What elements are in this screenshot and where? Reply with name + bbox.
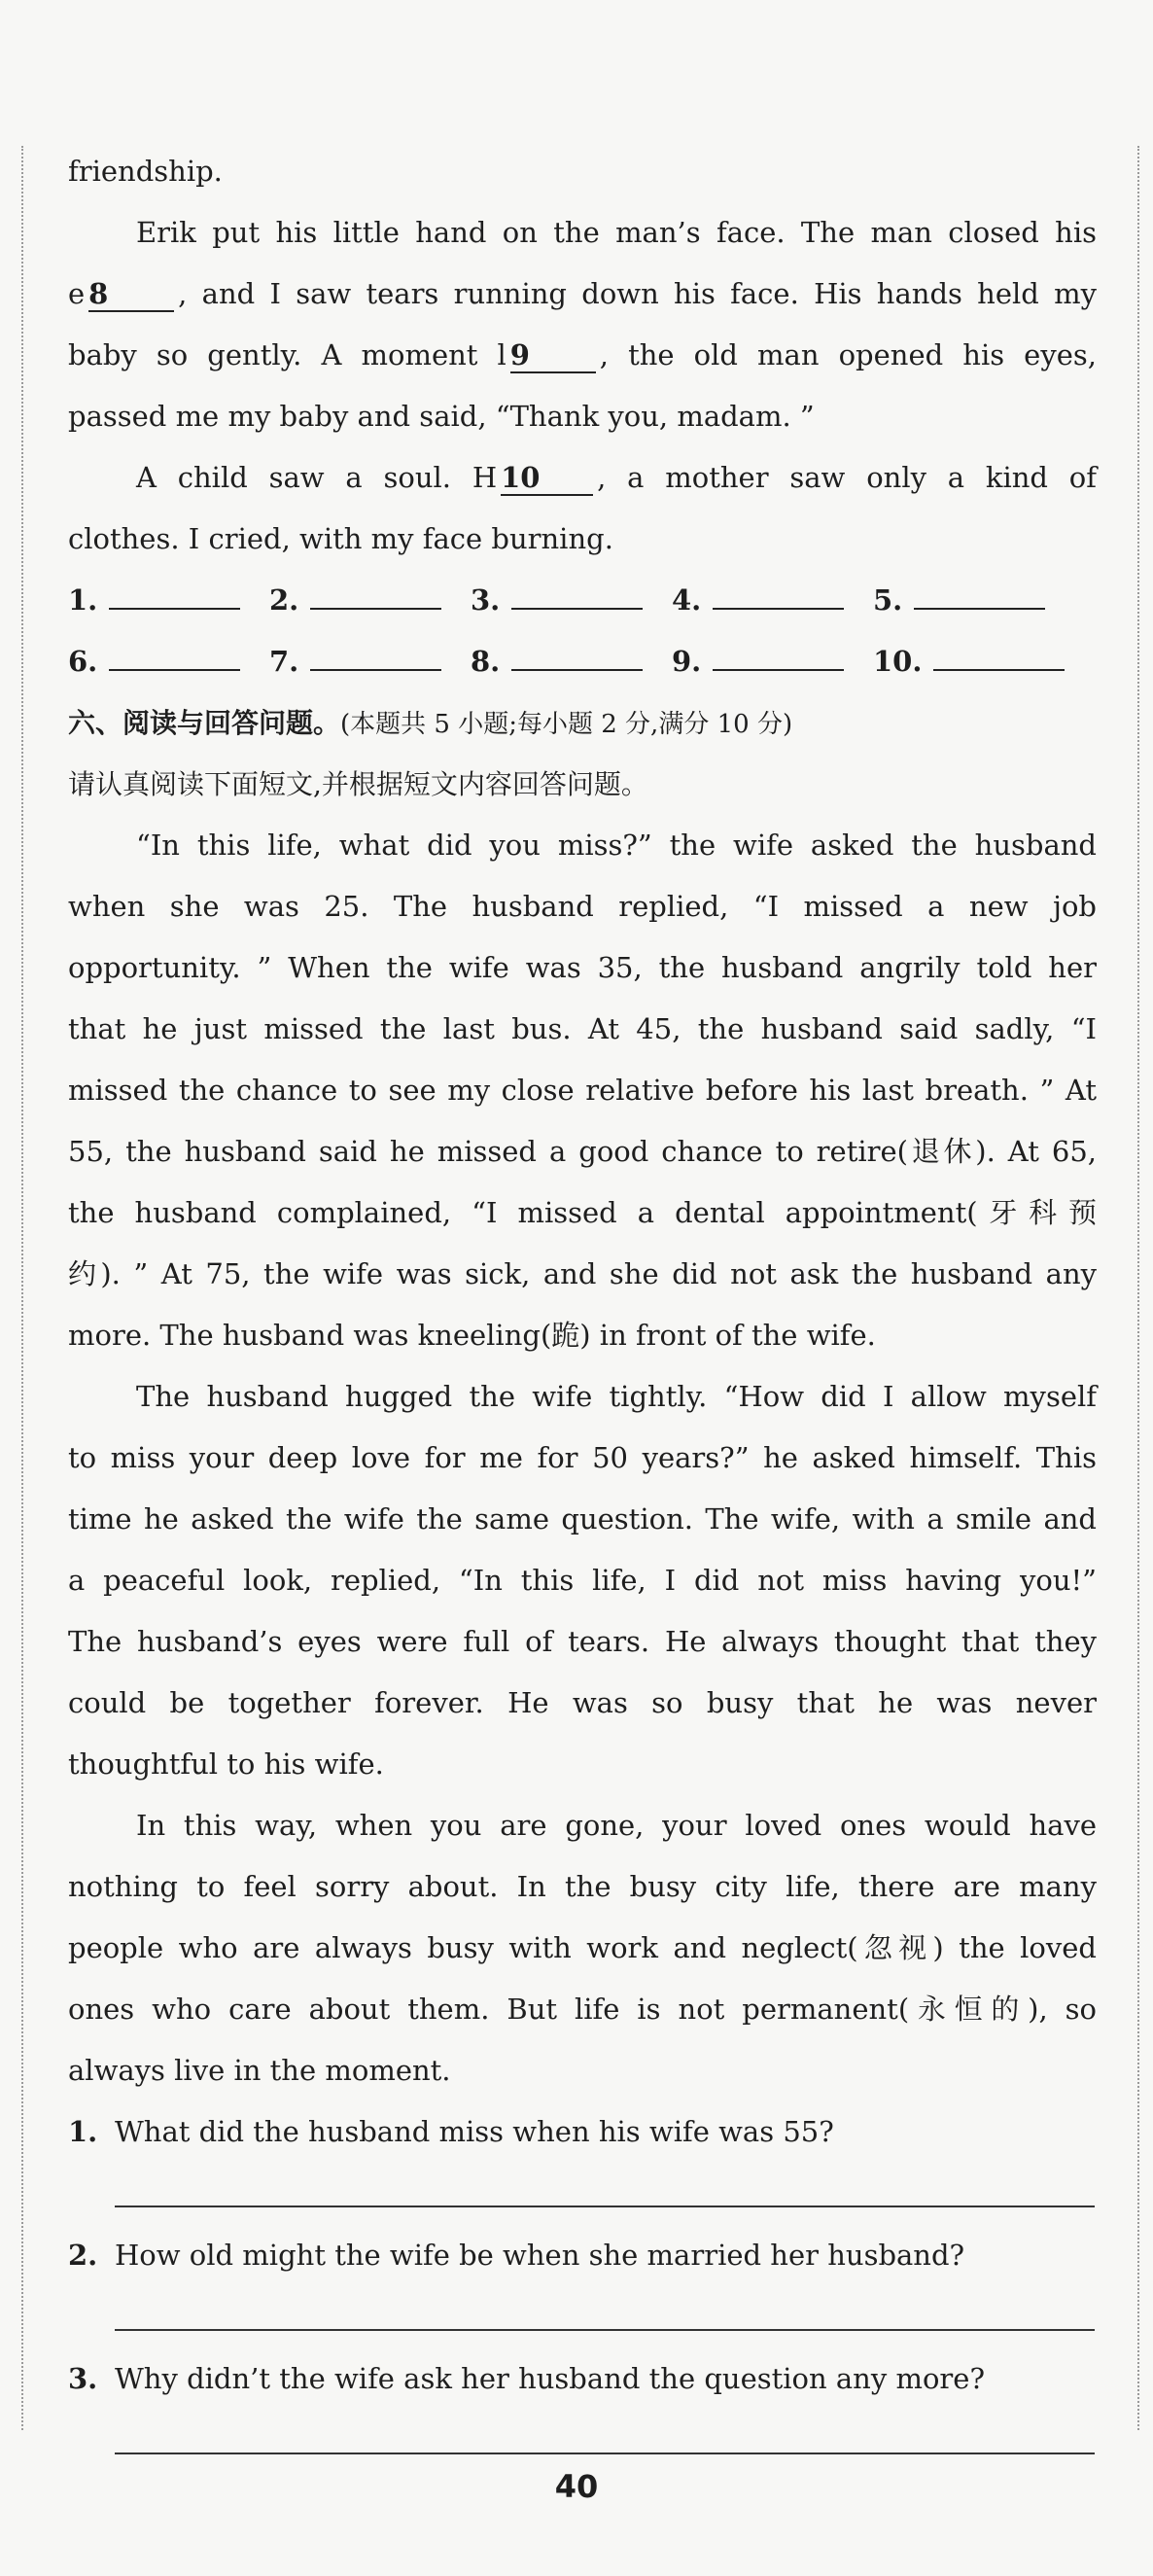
answer-line-1[interactable] — [115, 2170, 1095, 2207]
answer-slot[interactable]: 8. — [471, 631, 672, 692]
cloze-blank-9: 9 — [510, 338, 596, 373]
passage-line: passed me my baby and said, “Thank you, madam. ” — [68, 400, 815, 433]
reading-line: 55, the husband said he missed a good chance to retire(退休). At 65, — [68, 1135, 1097, 1168]
answer-slot[interactable]: 6. — [68, 631, 269, 692]
answer-slot[interactable]: 5. — [873, 570, 1074, 631]
reading-line: “In this life, what did you miss?” the wife asked the husband — [136, 829, 1097, 862]
reading-line: missed the chance to see my close relative before his last breath. ” At — [68, 1074, 1097, 1107]
section-title: 六、阅读与回答问题。(本题共 5 小题;每小题 2 分,满分 10 分) — [68, 707, 793, 739]
reading-line: people who are always busy with work and neglect(忽视) the loved — [68, 1931, 1097, 1964]
answer-row-1 — [68, 570, 1097, 631]
reading-line: that he just missed the last bus. At 45, the husband said sadly, “I — [68, 1012, 1097, 1045]
reading-line: when she was 25. The husband replied, “I missed a new job — [68, 890, 1097, 923]
cloze-blank-8: 8 — [88, 277, 174, 312]
passage-line: e 8 , and I saw tears running down his face. His hands held my — [68, 277, 1097, 310]
answer-slot[interactable]: 4. — [672, 570, 873, 631]
answer-line-2[interactable] — [115, 2294, 1095, 2331]
passage-line: Erik put his little hand on the man’s face. The man closed his — [136, 216, 1097, 249]
reading-line: The husband hugged the wife tightly. “How did I allow myself — [136, 1380, 1097, 1413]
section-instruction: 请认真阅读下面短文,并根据短文内容回答问题。 — [68, 768, 648, 800]
left-margin-dotted-line — [21, 146, 23, 2430]
reading-line: opportunity. ” When the wife was 35, the husband angrily told her — [68, 951, 1097, 984]
section-note: (本题共 5 小题;每小题 2 分,满分 10 分) — [340, 710, 793, 739]
passage-line: clothes. I cried, with my face burning. — [68, 522, 613, 555]
content-area — [68, 141, 1097, 2472]
answer-line-3[interactable] — [115, 2417, 1095, 2454]
reading-line: a peaceful look, replied, “In this life, I did not miss having you!” — [68, 1564, 1097, 1597]
answer-slot[interactable]: 10. — [873, 631, 1074, 692]
passage-line: A child saw a soul. H 10 , a mother saw only a kind of — [136, 461, 1097, 494]
answer-slot[interactable]: 2. — [269, 570, 471, 631]
page-number: 40 — [554, 2468, 599, 2505]
reading-line: nothing to feel sorry about. In the busy city life, there are many — [68, 1870, 1097, 1903]
answer-row-2 — [68, 631, 1097, 692]
question-2: 2. How old might the wife be when she married her husband? — [68, 2239, 965, 2272]
question-1: 1. What did the husband miss when his wife was 55? — [68, 2115, 834, 2148]
reading-line: could be together forever. He was so busy that he was never — [68, 1686, 1097, 1719]
reading-line: to miss your deep love for me for 50 years?” he asked himself. This — [68, 1441, 1097, 1474]
reading-line: ones who care about them. But life is not permanent(永恒的), so — [68, 1993, 1097, 2026]
question-3: 3. Why didn’t the wife ask her husband the question any more? — [68, 2362, 985, 2395]
right-margin-dotted-line — [1137, 146, 1139, 2430]
reading-line: 约). ” At 75, the wife was sick, and she did not ask the husband any — [68, 1257, 1097, 1290]
reading-line: thoughtful to his wife. — [68, 1747, 384, 1781]
answer-slot[interactable]: 3. — [471, 570, 672, 631]
answer-slot[interactable]: 1. — [68, 570, 269, 631]
reading-line: time he asked the wife the same question. The wife, with a smile and — [68, 1502, 1097, 1535]
answer-slot[interactable]: 7. — [269, 631, 471, 692]
reading-line: always live in the moment. — [68, 2054, 451, 2087]
reading-line: more. The husband was kneeling(跪) in front of the wife. — [68, 1319, 876, 1352]
cloze-blank-10: 10 — [501, 461, 593, 496]
passage-line: friendship. — [68, 155, 223, 188]
reading-line: The husband’s eyes were full of tears. He always thought that they — [68, 1625, 1097, 1658]
answer-slot[interactable]: 9. — [672, 631, 873, 692]
reading-line: the husband complained, “I missed a dental appointment(牙科预 — [68, 1196, 1097, 1229]
reading-line: In this way, when you are gone, your loved ones would have — [136, 1809, 1097, 1842]
passage-line: baby so gently. A moment l 9 , the old man opened his eyes, — [68, 338, 1097, 371]
